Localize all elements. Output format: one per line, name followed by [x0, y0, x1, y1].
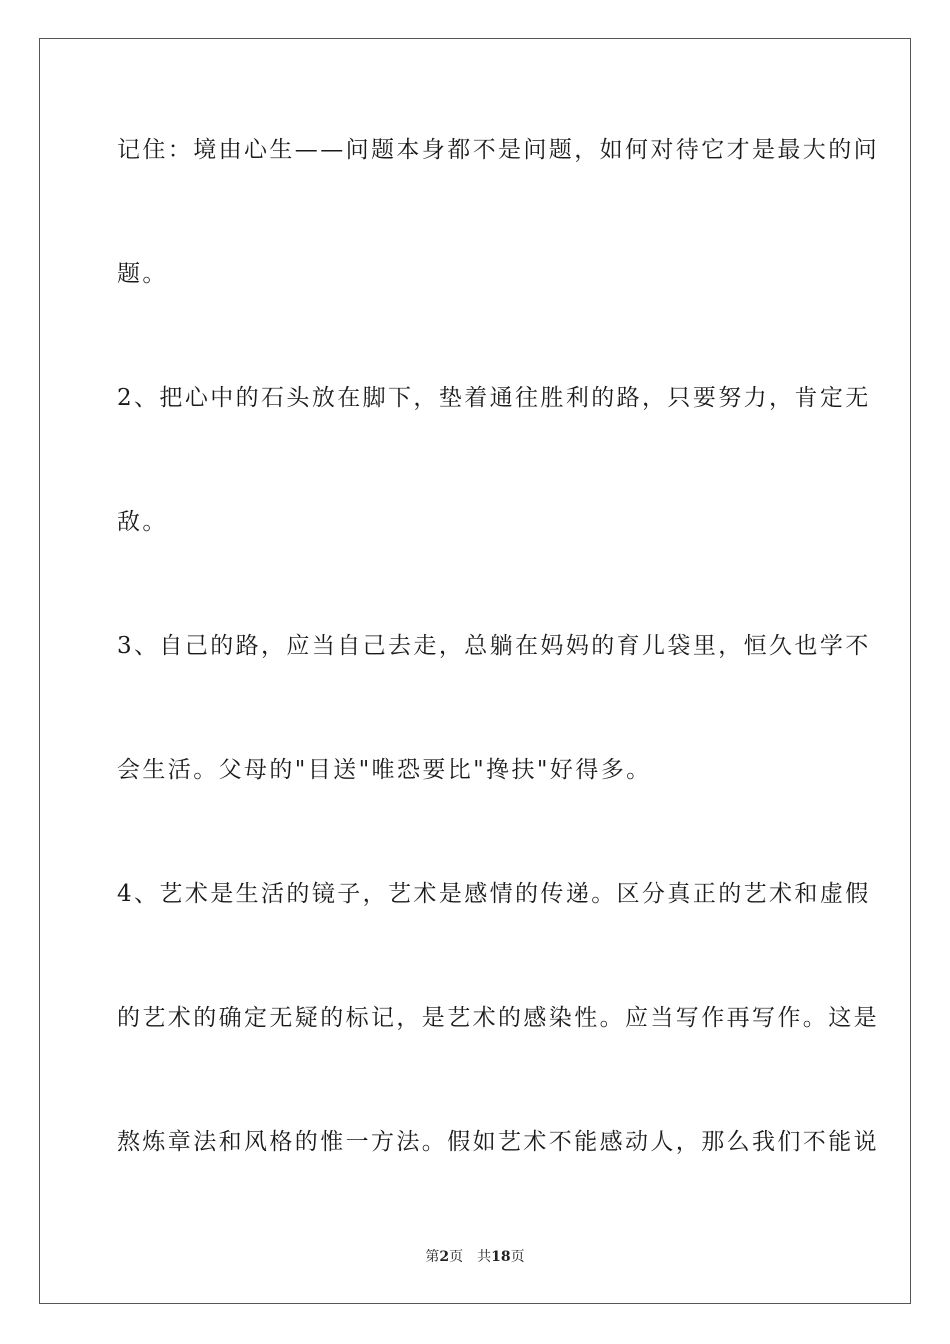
- page-footer: [0, 1246, 950, 1266]
- footer-total-prefix: 共: [477, 1249, 492, 1265]
- page-border: [39, 38, 911, 1304]
- text-line-9: 熬炼章法和风格的惟一方法。假如艺术不能感动人，那么我们不能说: [117, 1129, 879, 1155]
- text-line-1: 记住：境由心生——问题本身都不是问题，如何对待它才是最大的问: [117, 137, 879, 163]
- text-line-4: 敌。: [117, 509, 168, 535]
- text-line-8: 的艺术的确定无疑的标记，是艺术的感染性。应当写作再写作。这是: [117, 1005, 879, 1031]
- text-line-3: 2、把心中的石头放在脚下，垫着通往胜利的路，只要努力，肯定无: [117, 385, 871, 411]
- footer-page-number: 2: [439, 1249, 450, 1265]
- text-line-7: 4、艺术是生活的镜子，艺术是感情的传递。区分真正的艺术和虚假: [117, 881, 871, 907]
- text-line-2: 题。: [117, 261, 168, 287]
- footer-page-prefix: 第: [425, 1249, 440, 1265]
- text-line-6: 会生活。父母的"目送"唯恐要比"搀扶"好得多。: [117, 757, 652, 783]
- footer-page-suffix: 页: [449, 1249, 464, 1265]
- footer-total-pages: 18: [491, 1249, 511, 1265]
- text-line-5: 3、自己的路，应当自己去走，总躺在妈妈的育儿袋里，恒久也学不: [117, 633, 871, 659]
- footer-total-suffix: 页: [510, 1249, 525, 1265]
